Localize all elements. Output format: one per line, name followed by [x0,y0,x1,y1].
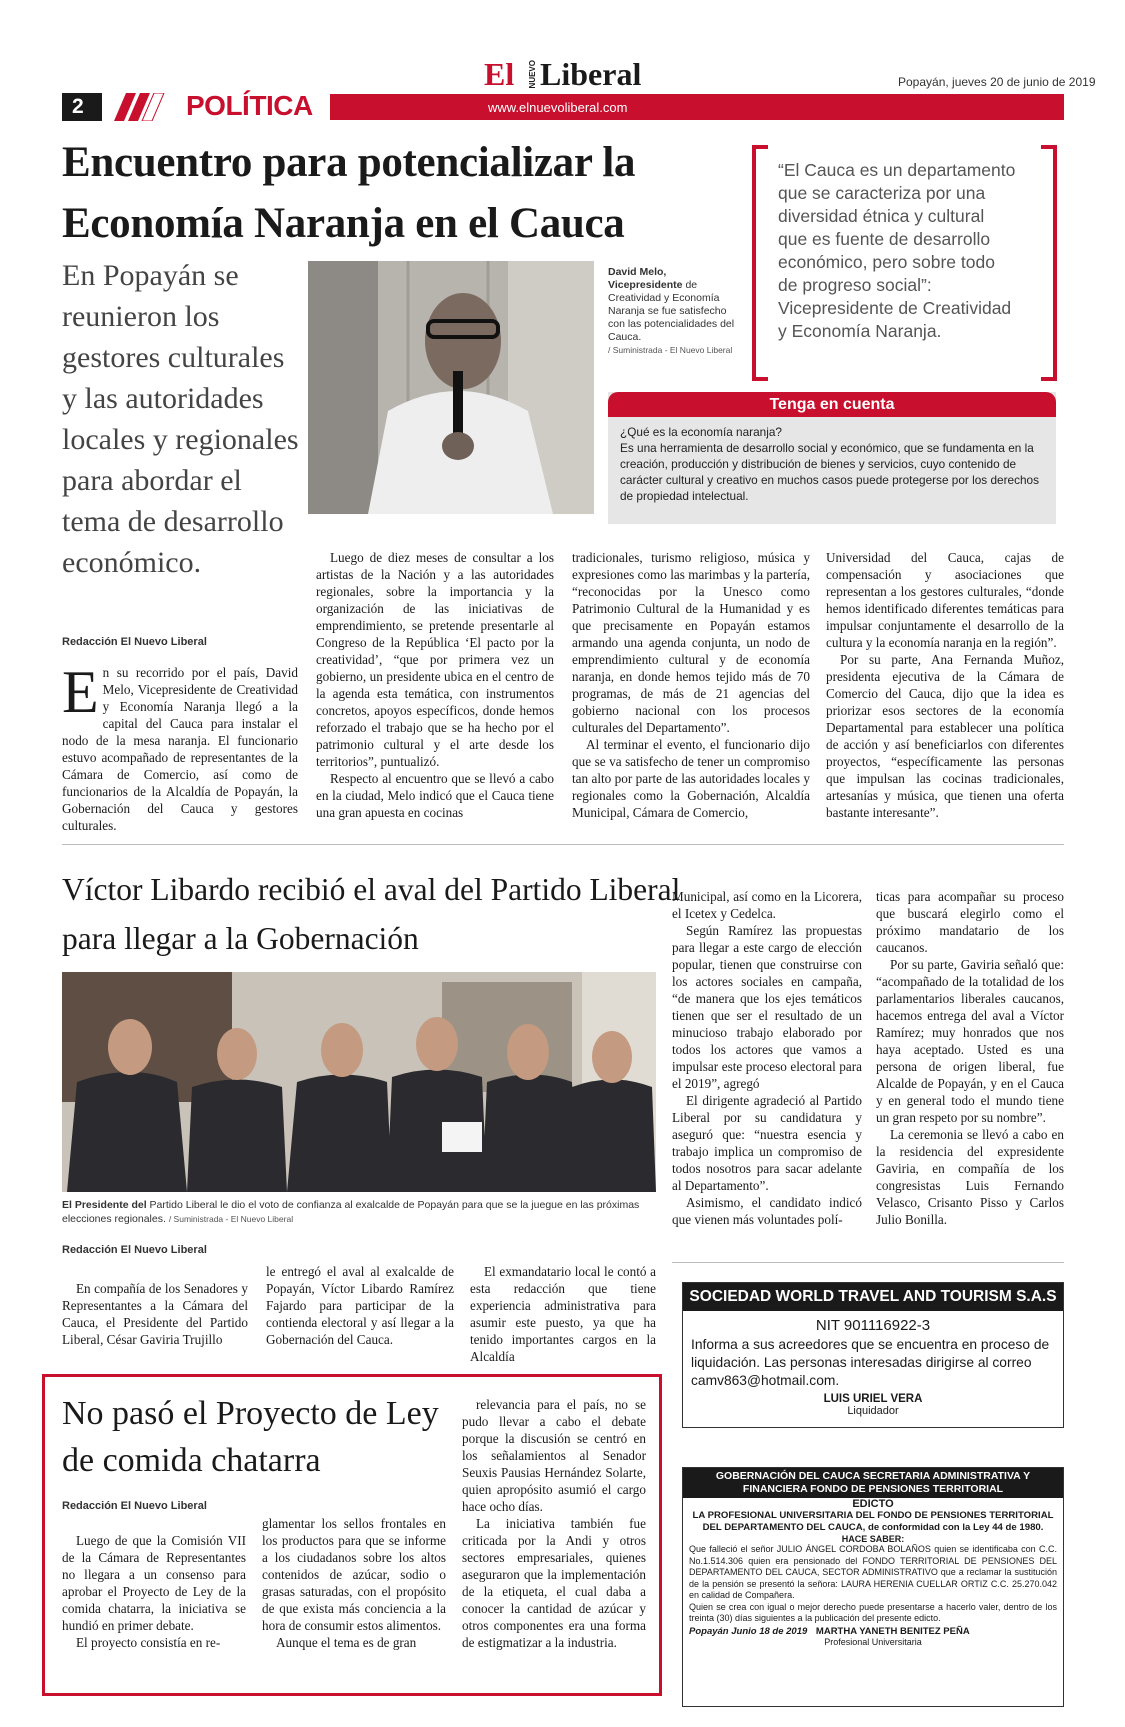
quote-bracket-right [1041,145,1057,381]
article3-col3 [462,1396,646,1651]
quote-text: “El Cauca es un departamento que se caracteriza por una diversidad étnica y cultural que es fuente de desarrollo económico, pero sobre todo de progreso social”: Vicepresidente de Creatividad y Economía Naranja. [778,160,1016,341]
article1-col3-p2: Al terminar el evento, el funcionario dijo que se va satisfecho de tener un compromiso tan alto por parte de las autoridades locales y regionales como la Gobernación, Alcaldía Municipal, Cámara de Comercio, [572,737,810,820]
page-number-box [62,93,102,121]
article2-col3-text: El exmandatario local le contó a esta redacción que tiene experiencia administrativa para asumir este puesto, ya que ha tenido importantes cargos en la Alcaldía [470,1264,656,1364]
article1-photo-caption [608,266,738,357]
article2-photo [62,972,656,1192]
logo-liberal: Liberal [540,56,642,92]
ad1-body: Informa a sus acreedores que se encuentra en proceso de liquidación. Las personas interesadas dirigirse al correo camv863@hotmail.com. [691,1337,1050,1388]
ad2-edict: EDICTO [852,1498,894,1510]
ad2-date: Popayán Junio 18 de 2019 [689,1625,808,1637]
article3-col2-p2: Aunque el tema es de gran [276,1635,417,1650]
slash-icon [108,93,168,121]
article1-col1 [62,659,298,834]
ad-world-travel [682,1282,1064,1428]
header-red-bar [330,94,1064,120]
caption-text: de Creatividad y Economía Naranja se fue satisfecho con las potencialidades del Cauca. [608,279,735,343]
article1-col4-p1: Universidad del Cauca, cajas de compensación y asociaciones que representan a los gestores culturales, “donde hemos identificado diferentes temáticas para impulsar conjuntamente el desarrollo de la cultura y la economía naranja en la región”. [826,550,1064,650]
article1-headline: Encuentro para potencializar la Economía Naranja en el Cauca [62,139,636,247]
article1-col4-p2: Por su parte, Ana Fernanda Muñoz, presidenta ejecutiva de la Cámara de Comercio del Cauca, dijo que la idea es priorizar esos sectores de la economía Departamental para establecer una política de acción y así beneficiarlos con diferentes proyectos, “específicamente las personas que impulsan las cocinas tradicionales, artesanías y música, que tienen una oferta bastante interesante”. [826,652,1064,820]
article2-byline: Redacción El Nuevo Liberal [62,1244,207,1256]
ad1-signer-role: Liquidador [847,1405,899,1417]
ad2-hace-saber: HACE SABER: [841,1534,905,1544]
article2-col3 [470,1263,656,1365]
article1-col2-p1: Luego de diez meses de consultar a los artistas de la Nación y a las autoridades regionales, sobre la importancia y la organización de las iniciativas de emprendimiento, se pretende presentarle al Congreso de la República ‘El pacto por la creatividad’, “que por primera vez un gobierno, un presidente ubica en el centro de la agenda esta temática, con instrumentos concretos, apoyos específicos, donde hemos reforzado el trabajo que se ha hecho por el patrimonio cultural y el arte desde los territorios”, puntualizó. [316,550,554,769]
logo-el: El [484,56,515,92]
article2-col5 [876,888,1064,1228]
ad1-title: SOCIEDAD WORLD TRAVEL AND TOURISM S.A.S [683,1283,1063,1311]
ad2-body2: Quien se crea con igual o mejor derecho puede presentarse a hacerlo valer, dentro de los treinta (30) días siguientes a la publicación del presente edicto. [689,1601,1057,1623]
article2-col5-p2: Por su parte, Gaviria señaló que: “acompañado de la totalidad de los parlamentarios liberales caucanos, hacemos entrega del aval a Víctor Ramírez; muy honrados que nos haya aceptado. Usted es una persona de origen liberal, fue Alcalde de Popayán, y en el Cauca y en general todo el mundo tiene un gran respeto por su nombre”. [876,957,1064,1125]
article2-headline: Víctor Libardo recibió el aval del Partido Liberal para llegar a la Gobernación [62,872,681,956]
ad2-intro: LA PROFESIONAL UNIVERSITARIA DEL FONDO DE PENSIONES TERRITORIAL DEL DEPARTAMENTO DEL CAUCA, de conformidad con la Ley 44 de 1980. [692,1510,1054,1533]
logo-nuevo: NUEVO [528,60,537,89]
article2-col1 [62,1280,248,1348]
speaker-photo-icon [308,261,594,514]
article3-col2-p1: glamentar los sellos frontales en los productos para que se informe a los ciudadanos sobre los altos contenidos de azúcar, sodio o grasas saturadas, con el propósito de que exista más conciencia a la hora de consumir estos alimentos. [262,1516,446,1633]
article2-col5-p3: La ceremonia se llevó a cabo en la residencia del expresidente Gaviria, en compañía de los congresistas Luis Fernando Velasco, Crisanto Pisso y Carlos Julio Bonilla. [876,1127,1064,1227]
section-slashes [108,93,168,121]
section-label: POLÍTICA [186,90,313,121]
article1-col2-p2: Respecto al encuentro que se llevó a cabo en la ciudad, Melo indicó que el Cauca tiene una gran apuesta en cocinas [316,771,554,820]
article3-col1-p2: El proyecto consistía en re- [76,1635,221,1650]
website: www.elnuevoliberal.com [488,100,628,115]
photo-credit: / Suministrada - El Nuevo Liberal [168,1214,294,1224]
dropcap: E [62,659,99,725]
article3-col3-p1: relevancia para el país, no se pudo llevar a cabo el debate porque la discusión se centró en los señalamientos al Senador Seuxis Pausias Hernández Solarte, quien apropósito asumió el cargo hace ocho días. [462,1397,646,1514]
pull-quote [752,145,1057,375]
divider-2 [672,1262,1064,1263]
article3-col3-p2: La iniciativa también fue criticada por la Andi y otros sectores empresariales, quienes aseguraron que la implementación de la etiqueta, el cual daba a conocer la cantidad de azúcar y otros componentes era una forma de estigmatizar a la industria. [462,1516,646,1650]
article3-headline: No pasó el Proyecto de Ley de comida chatarra [62,1395,439,1479]
ad2-body1: Que falleció el señor JULIO ÁNGEL CORDOBA BOLAÑOS quien se identificaba con C.C. No.1.514.306 quien era pensionado del FONDO TERRITORIAL DE PENSIONES DEL DEPARTAMENTO DEL CAUCA, SECTOR ADMINISTRATIVO que a reclamar la sustitución de la pensión se presentó la señora: LAURA HERENIA CUELLAR ORTIZ C.C. 25.270.042 en calidad de Compañera. [689,1544,1057,1600]
ad-edicto [682,1467,1064,1707]
dateline: Popayán, jueves 20 de junio de 2019 [898,75,1096,89]
article3-byline: Redacción El Nuevo Liberal [62,1500,207,1512]
masthead [0,0,1125,125]
caption-lead: David Melo, Vicepresidente [608,266,683,291]
ad2-footer [683,1625,1063,1649]
article1-subhead: En Popayán se reunieron los gestores culturales y las autoridades locales y regionales para abordar el tema de desarrollo económico. [62,259,299,579]
info-box [608,392,1056,524]
info-box-header [608,392,1056,417]
page-number: 2 [72,95,84,118]
article1-col2 [316,549,554,821]
ad1-nit: NIT 901116922-3 [815,1317,931,1334]
article3-col1-p1: Luego de que la Comisión VII de la Cámara de Representantes no llegara a un consenso para aprobar el Proyecto de Ley de la comida chatarra, la iniciativa se hundió en primer debate. [62,1533,246,1633]
ad2-signer: MARTHA YANETH BENITEZ PEÑA [815,1625,970,1637]
article1-col3-p1: tradicionales, turismo religioso, música y expresiones como las marimbas y la partería, “reconocidas por la Unesco como Patrimonio Cultural de la Humanidad y es que precisamente en Popayán estamos armando una agenda conjunta, un nodo de emprendimiento cultural y de economía naranja, en donde hemos tejido más de 70 programas, de más de 21 agencias del gobierno nacional con los procesos culturales del Departamento”. [572,550,810,735]
article2-col4-p2: Según Ramírez las propuestas para llegar a este cargo de elección popular, tienen que construirse con los actores sociales en campaña, “de manera que los ejes temáticos tienen que ser el resultado de un minucioso trabajo elaborado por todos los actores que vamos a impulsar este proceso electoral para el 2019”, agregó [672,923,862,1091]
article2-col4-p1: Municipal, así como en la Licorera, el Icetex y Cedelca. [672,889,862,921]
article3-col1 [62,1532,246,1651]
article2-col1-text: En compañía de los Senadores y Representantes a la Cámara del Cauca, el Presidente del Partido Liberal, César Gaviria Trujillo [62,1281,248,1347]
article1-col3 [572,549,810,821]
divider-1 [62,844,1064,845]
ad2-title: GOBERNACIÓN DEL CAUCA SECRETARIA ADMINISTRATIVA Y FINANCIERA FONDO DE PENSIONES TERRITORIAL [683,1468,1063,1498]
group-photo-icon [62,972,656,1192]
logo [484,56,644,94]
article2-col5-p1: ticas para acompañar su proceso que buscará elegirlo como el próximo mandatario de los caucanos. [876,889,1064,955]
article2-col2-text: le entregó el aval al exalcalde de Popayán, Víctor Libardo Ramírez Fajardo para participar de la contienda electoral y así llegar a la Gobernación del Cauca. [266,1264,454,1347]
article1-col4 [826,549,1064,821]
ad2-signer-role: Profesional Universitaria [824,1636,922,1647]
info-box-body [608,417,1056,511]
article2-col2 [266,1263,454,1348]
article1-photo [308,261,594,514]
article2-col4 [672,888,862,1228]
article2-col4-p4: Asimismo, el candidato indicó que vienen más voluntades polí- [672,1195,862,1227]
info-box-text: Es una herramienta de desarrollo social y económico, que se fundamenta en la creación, producción y distribución de bienes y servicios, cuyo contenido de carácter cultural y creativo en muchos casos puede protegerse por los derechos de propiedad intelectual. [620,441,1040,503]
ad1-signer: LUIS URIEL VERA [823,1393,923,1405]
info-box-title: Tenga en cuenta [769,396,895,413]
photo-credit: / Suministrada - El Nuevo Liberal [608,345,733,355]
caption-lead: El Presidente del [62,1199,147,1211]
article1-col1-text: n su recorrido por el país, David Melo, Vicepresidente de Creatividad y Economía Naranja llegó a la capital del Cauca para instalar el nodo de la mesa naranja. El funcionario estuvo acompañado de representantes de la Cámara de Comercio, así como de funcionarios de la Alcaldía de Popayán, la Gobernación del Cauca y gestores culturales. [62,665,298,833]
article3-col2 [262,1515,446,1651]
info-box-question: ¿Qué es la economía naranja? [620,425,782,439]
caption-text: Partido Liberal le dio el voto de confianza al exalcalde de Popayán para que se la juegue en las próximas elecciones regionales. [62,1199,640,1225]
article2-col4-p3: El dirigente agradeció al Partido Liberal por su candidatura y aseguró que: “nuestra esencia y trabajo implica un compromiso de todos nosotros para sacar adelante al Departamento”. [672,1093,862,1193]
quote-bracket-left [752,145,768,381]
article2-photo-caption [62,1198,656,1226]
article1-byline: Redacción El Nuevo Liberal [62,636,207,648]
